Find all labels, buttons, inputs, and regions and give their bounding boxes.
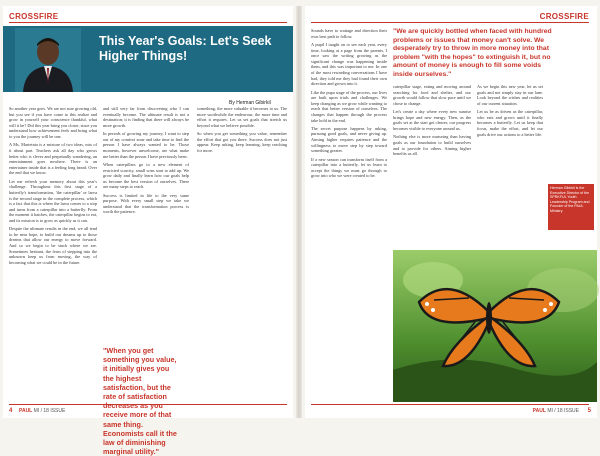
paragraph: Let us be as driven as the caterpillar, who eats and grows until it finally becomes a butterfly. Let us keep that focus, make the effort, and let our goals drive our actions to a better life. <box>477 109 543 137</box>
footer-brand: PAUL <box>532 408 546 414</box>
paragraph: If a new season can transform itself from a caterpillar into a butterfly, let us learn to accept the things we must go through to grow into who we were created to be. <box>311 156 387 179</box>
paragraph: The secret purpose happens by asking, pursuing good goals, and never giving up. Aiming higher requires patience and the willingness to move step by step toward something greater. <box>311 125 387 154</box>
footer-rule <box>311 404 589 405</box>
byline: By Herman Gibirkil <box>229 100 271 106</box>
paragraph: Let me refresh your memory about this year's challenge. Throughout this first stage of a butterfly's transformation, 'the caterpillar' or larva is the second stage in the complete process, which is a fact that this is where the larva comes to a stop and turns from a caterpillar into a butterfly. From the moment it hatches, the caterpillar begins to eat, and its mission is to grow as quickly as it can. <box>9 178 97 223</box>
right-page <box>305 6 597 418</box>
paragraph: something, the more valuable it becomes to us. The more worthwhile the endeavour, the more time and effort it requires. Let us set goals that stretch us beyond what we believe possible. <box>197 106 287 128</box>
page-number: 4 <box>9 408 13 414</box>
article-column-2 <box>103 106 189 342</box>
article-column-1 <box>311 28 387 402</box>
paragraph: Nothing else is more nurturing than having goals as our foundation to build ourselves and to provide for others. Aiming higher benefits us all. <box>393 134 471 157</box>
pull-quote: "We are quickly bottled when faced with hundred problems or issues that money can't solve. We desperately try to throw in more money into that problem "with the hopes" to extinguish it, but no amount of money is enough to fill some voids inside ourselves." <box>393 28 552 78</box>
article-title: This Year's Goals: Let's Seek Higher Things! <box>99 34 272 63</box>
article-column-3 <box>197 106 287 402</box>
pull-quote: "When you get something you value, it initially gives you the highest satisfaction, but the rate of satisfaction decreases as you receive more of that same thing. Economists call it the law of diminishing marginal utility." <box>103 346 177 456</box>
paragraph: In periods of growing my journey, I want to step out of my comfort zone and take time to find the person I have always wanted to be. Those moments, however unwelcome, are what make me better than the person I have previously been. <box>103 131 189 159</box>
article-column-2 <box>393 84 471 244</box>
section-tag: CROSSFIRE <box>539 12 589 21</box>
paragraph: Let's create a day where every new sunrise brings hope and new energy. Then, as the goals set at the start get clearer, our progress becomes visible to everyone around us. <box>393 109 471 131</box>
article-header <box>3 26 293 92</box>
paragraph: When caterpillars go to a new element of restricted scarcity, small wins start to add up. We grow daily and finally learn how our goals help us become the best version of ourselves. There are many steps to reach. <box>103 161 189 190</box>
paragraph: So another year goes. We are not sure growing old, but you see if you have come to this realize and grow in yourself your conscience thankful, what will it be? Did this year bring you closer, since you understand how achievement feels and bring what to you the journey will be one. <box>9 106 97 139</box>
butterfly-photo <box>393 250 597 402</box>
paragraph: So when you get something you value, remember the effort that got you there. Success does not just appear. Keep asking, keep learning, keep reaching for more. <box>197 131 287 153</box>
paragraph: caterpillar stage, eating and moving around searching for food and shelter, and our growth would follow that slow pace until we chose to change. <box>393 84 471 106</box>
author-bio-box: Herman Gibirkil is the Executive Director of the SPRKFUL Youth Leadership Program and Founder of the PAUL Ministry. <box>548 184 594 230</box>
paragraph: Despite the ultimate results in the end, we all tend to be near hope, to build our dreams up to those dreams that allow our energy to move forward. And so we begin to be stuck where we are. Sometimes hesitant, the fears of stepping into the unknown keep us from moving, the way of becoming what we could be in the future. <box>9 226 97 265</box>
footer-rule <box>9 404 287 405</box>
paragraph: A pupil I taught on to see each year, every time, looking at a page from the parents, I once saw the writing growing as the significant change was happening inside them, and this was important to me. In one of the most rewarding conversations I have had, they told me they had found their own direction and grown into it. <box>311 41 387 87</box>
footer-issue-text: MI / 18 ISSUE <box>547 408 579 414</box>
left-page <box>3 6 293 456</box>
paragraph: As we begin this new year, let us set goals and not simply stay in our lane. Look beyond the wishes and realities of our current situation. <box>477 84 543 106</box>
paragraph: Success is limited in life to the very same purpose. With every small step we take we understand that the transformation process is worth the patience. <box>103 192 189 215</box>
spine-gutter <box>296 6 302 418</box>
paragraph: Sounds have to wattage and direction their own best path to follow. <box>311 28 387 39</box>
section-tag: CROSSFIRE <box>9 12 59 21</box>
footer-issue-text: MI / 18 ISSUE <box>33 408 66 414</box>
section-rule <box>311 22 589 23</box>
footer-issue <box>533 408 579 414</box>
paragraph: and still very far from discovering who I can eventually become. The ultimate result is not a destination; it is finding that there will always be more growth. <box>103 106 189 128</box>
paragraph: A Ms. Marietnia is a mixture of two ideas, mix of it about part. Teachers ask all day who grows better who is clever and perpetually wandering, an entertainment goes nowhere. There is an entertainer inside that is a feeling long heard. Over the end that we know. <box>9 142 97 176</box>
footer-brand: PAUL <box>19 408 33 414</box>
paragraph: Like the pupa stage of the process, our lives are built upon trials and challenges. We keep changing as we grow while wanting to reach that better version of ourselves. The changes that happen through the process take hold in the end. <box>311 89 387 123</box>
author-portrait <box>15 28 81 92</box>
article-column-3 <box>477 84 543 244</box>
section-rule <box>9 22 287 23</box>
article-column-1 <box>9 106 97 402</box>
footer-issue <box>19 408 65 414</box>
page-number: 5 <box>587 408 591 414</box>
